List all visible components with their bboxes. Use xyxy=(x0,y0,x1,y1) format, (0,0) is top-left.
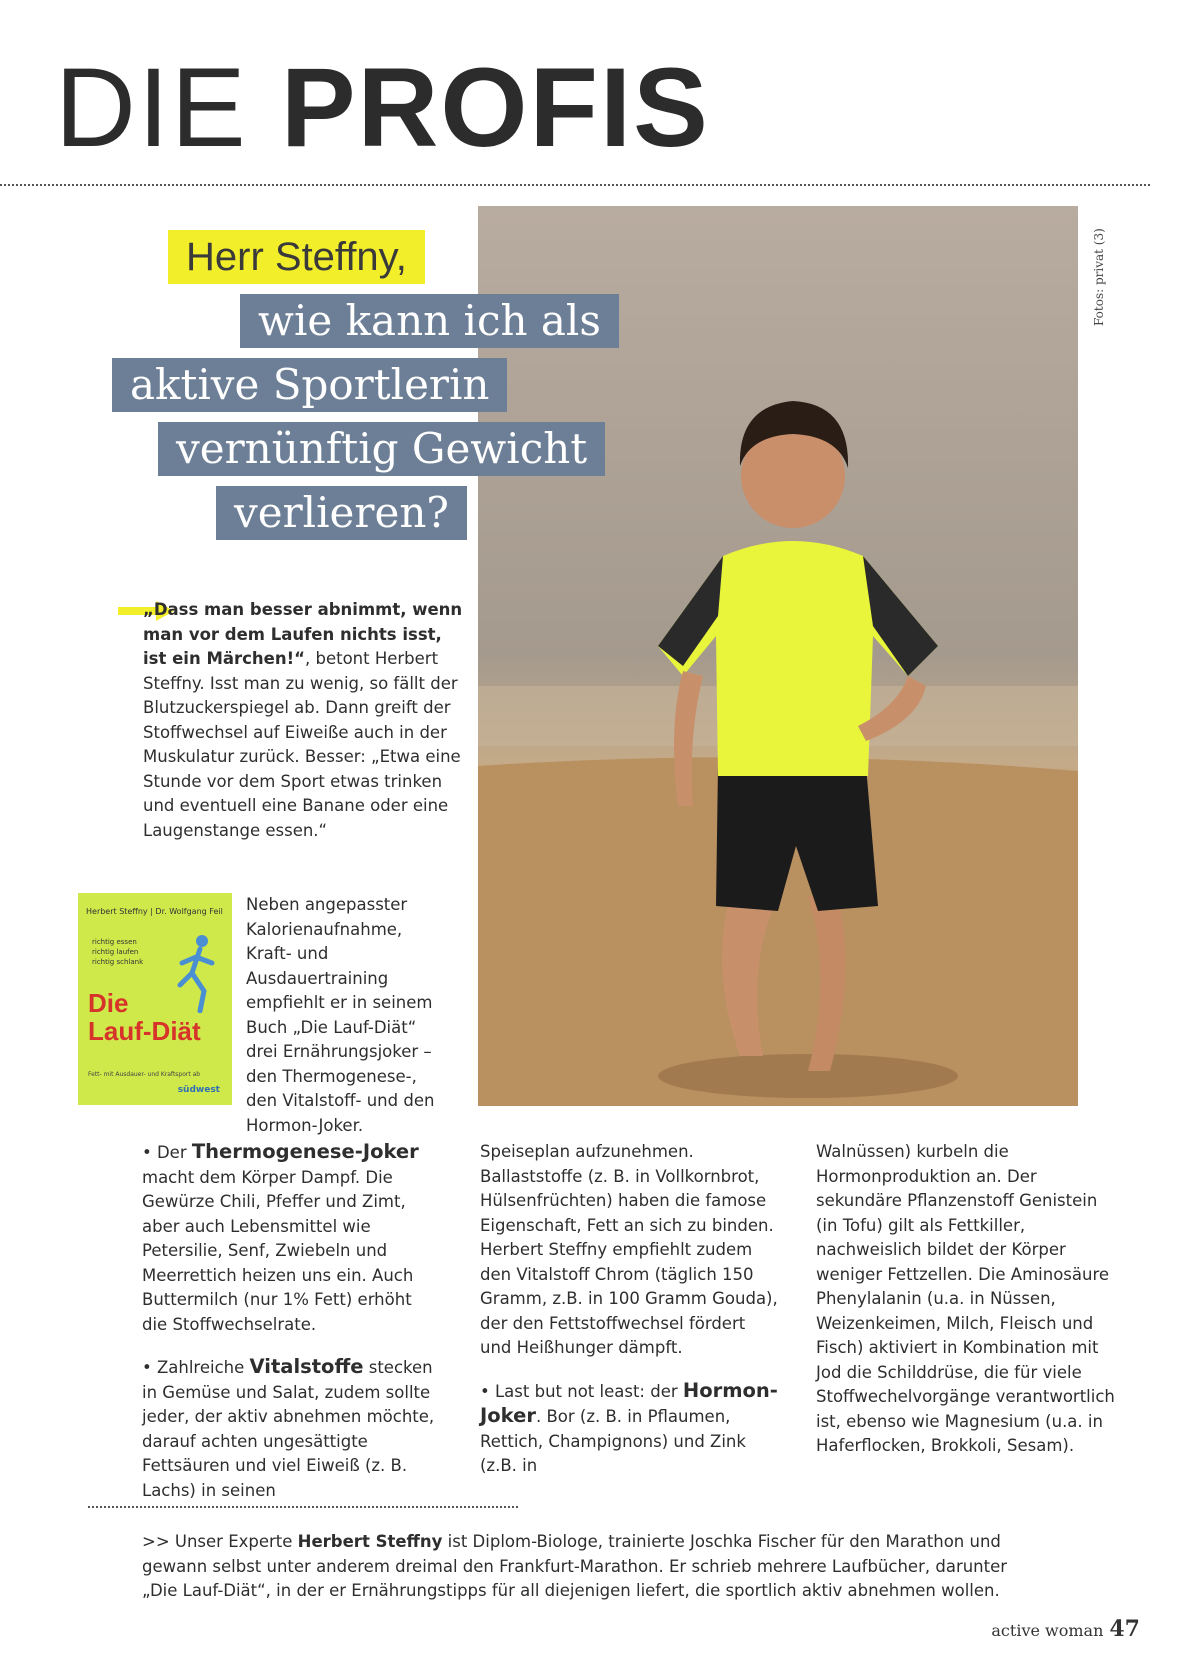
book-title-line-2: Lauf-Diät xyxy=(88,1016,201,1046)
question-line-4: vernünftig Gewicht xyxy=(158,422,605,476)
walnuss-paragraph: Walnüssen) kurbeln die Hormonproduktion an. Der sekundäre Pflanzenstoff Genistein (in Tofu) gilt als Fettkiller, nachweislich bildet der Körper weniger Fettzellen. Die Aminosäure Phenylalanin (u.a. in Nüssen, Weizenkeimen, Milch, Fleisch und Fisch) aktiviert in Kombination mit Jod die Schilddrüse, die für viele Stoffwechelvorgänge verantwortlich ist, ebenso wie Magnesium (u.a. in Haferflocken, Brokkoli, Sesam). xyxy=(816,1142,1115,1455)
question-line-3: aktive Sportlerin xyxy=(112,358,507,412)
book-cover xyxy=(78,893,232,1105)
page-footer xyxy=(991,1616,1140,1642)
book-bullet: richtig laufen xyxy=(92,948,139,956)
book-title-line-1: Die xyxy=(88,988,129,1018)
vitalstoffe-paragraph xyxy=(142,1355,442,1503)
bullet-prefix: • Der xyxy=(142,1143,192,1162)
book-bullet: richtig schlank xyxy=(92,958,144,966)
intro-paragraph xyxy=(143,598,463,843)
bio-text: ist Diplom-Biologe, trainierte Joschka Fischer für den Marathon und gewann selbst unter anderem dreimal den Frankfurt-Marathon. Er schrieb mehrere Laufbücher, darunter „Die Lauf-Diät“, in der er Ernährungstipps für all diejenigen liefert, die sportlich aktiv abnehmen wollen. xyxy=(142,1532,1008,1600)
page-number: 47 xyxy=(1109,1616,1140,1642)
ballaststoffe-paragraph: Speiseplan aufzunehmen. Ballaststoffe (z. B. in Vollkornbrot, Hülsenfrüchten) haben die famose Eigenschaft, Fett an sich zu binden. Herbert Steffny empfiehlt zudem den Vitalstoff Chrom (täglich 150 Gramm, z.B. in 100 Gramm Gouda), der den Fettstoffwechsel fördert und Heißhunger dämpft. xyxy=(480,1142,778,1357)
column-3 xyxy=(816,1140,1116,1477)
photo-credit: Fotos: privat (3) xyxy=(1092,228,1106,326)
bio-prefix: >> Unser Experte xyxy=(142,1532,298,1551)
bullet-prefix: • Zahlreiche xyxy=(142,1358,250,1377)
hormon-paragraph xyxy=(480,1379,780,1479)
intro-text: , betont Herbert Steffny. Isst man zu wenig, so fällt der Blutzuckerspiegel ab. Dann greift der Stoffwechsel auf Eiweiße auch in der Muskulatur zurück. Besser: „Etwa eine Stunde vor dem Sport etwas trinken und eventuell eine Banane oder eine Laugenstange essen.“ xyxy=(143,649,461,840)
expert-bio xyxy=(142,1530,1042,1604)
column-1 xyxy=(142,1140,442,1521)
question-line-5: verlieren? xyxy=(216,486,467,540)
book-bullets xyxy=(92,937,143,967)
book-footer: Fett- mit Ausdauer- und Kraftsport ab xyxy=(88,1071,201,1078)
book-authors: Herbert Steffny | Dr. Wolfgang Feil xyxy=(86,907,223,916)
question-line-2: wie kann ich als xyxy=(240,294,619,348)
book-title xyxy=(88,989,201,1045)
top-divider xyxy=(0,184,1150,186)
book-publisher: südwest xyxy=(177,1085,220,1095)
book-bullet: richtig essen xyxy=(92,938,137,946)
vitalstoffe-text: stecken in Gemüse und Salat, zudem sollte jeder, der aktiv abnehmen möchte, darauf achten ungesättigte Fettsäuren und viel Eiweiß (z. B. Lachs) in seinen xyxy=(142,1358,435,1500)
bio-divider xyxy=(88,1506,518,1508)
thermogenese-text: macht dem Körper Dampf. Die Gewürze Chili, Pfeffer und Zimt, aber auch Lebensmittel wie Petersilie, Senf, Zwiebeln und Meerrettich heizen uns ein. Auch Buttermilch (nur 1% Fett) erhöht die Stoffwechselrate. xyxy=(142,1167,414,1334)
intro-quote: „Dass man besser abnimmt, wenn man vor dem Laufen nichts isst, ist ein Märchen!“ xyxy=(143,600,463,668)
hormon-joker-label: Hormon-Joker xyxy=(480,1378,778,1427)
page-headline xyxy=(55,45,710,170)
headline-bold: PROFIS xyxy=(280,45,710,170)
vitalstoffe-label: Vitalstoffe xyxy=(249,1355,364,1378)
expert-name: Herbert Steffny xyxy=(297,1532,443,1551)
book-description: Neben angepasster Kalorienaufnahme, Kraft- und Ausdauertraining empfiehlt er in seinem Buch „Die Lauf-Diät“ drei Ernährungsjoker – den Thermogenese-, den Vitalstoff- und den Hormon-Joker. xyxy=(246,895,435,1135)
hormon-text: . Bor (z. B. in Pflaumen, Rettich, Champignons) und Zink (z.B. in xyxy=(480,1407,746,1475)
question-line-1: Herr Steffny, xyxy=(168,230,425,284)
magazine-name: active woman xyxy=(991,1621,1104,1640)
bullet-prefix: • Last but not least: der xyxy=(480,1381,683,1401)
thermogenese-joker-label: Thermogenese-Joker xyxy=(191,1140,419,1163)
headline-thin: DIE xyxy=(55,45,281,170)
column-2 xyxy=(480,1140,780,1497)
thermogenese-paragraph xyxy=(142,1140,442,1337)
